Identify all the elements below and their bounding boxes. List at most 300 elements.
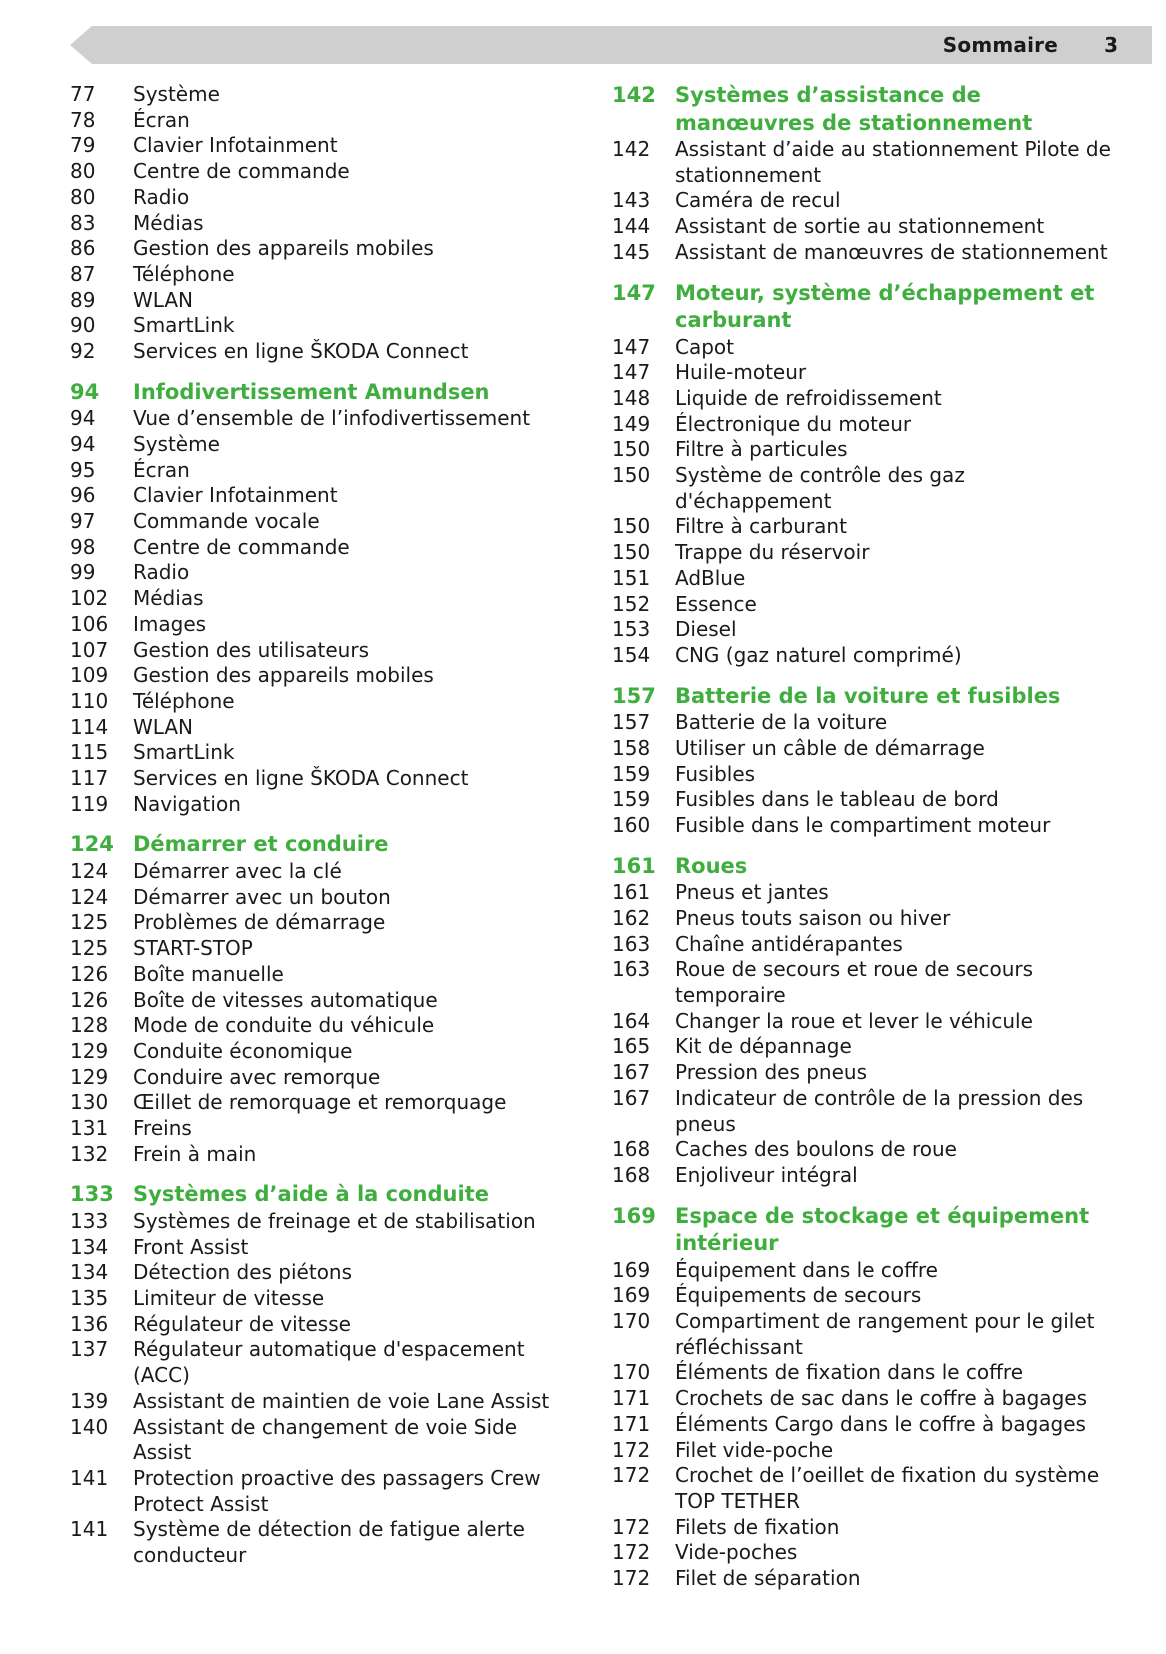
- toc-entry[interactable]: [70, 82, 570, 108]
- entry-page-number: 160: [612, 812, 651, 837]
- entry-title: Électronique du moteur: [675, 411, 912, 436]
- entry-page-number: 128: [70, 1013, 109, 1038]
- entry-page-number: 83: [70, 210, 96, 235]
- entry-title: Boîte manuelle: [133, 961, 284, 986]
- entry-page-number: 87: [70, 261, 96, 286]
- toc-entry[interactable]: [612, 592, 1122, 618]
- entry-page-number: 159: [612, 761, 651, 786]
- entry-page-number: 158: [612, 735, 651, 760]
- toc-entry[interactable]: [70, 509, 570, 535]
- entry-title: Changer la roue et lever le véhicule: [675, 1008, 1033, 1033]
- entry-page-number: 171: [612, 1386, 651, 1411]
- toc-entry[interactable]: [70, 236, 570, 262]
- toc-chapter-heading[interactable]: [612, 853, 1122, 881]
- entry-page-number: 109: [70, 663, 109, 688]
- entry-page-number: 170: [612, 1309, 651, 1334]
- entry-page-number: 126: [70, 987, 109, 1012]
- toc-entry[interactable]: [70, 288, 570, 314]
- entry-page-number: 147: [612, 360, 651, 385]
- entry-page-number: 106: [70, 611, 109, 636]
- entry-page-number: 130: [70, 1090, 109, 1115]
- entry-title: SmartLink: [133, 313, 235, 338]
- toc-entry[interactable]: [612, 240, 1122, 266]
- toc-entry[interactable]: [70, 432, 570, 458]
- entry-page-number: 153: [612, 617, 651, 642]
- toc-entry[interactable]: [70, 663, 570, 689]
- toc-entry[interactable]: [612, 762, 1122, 788]
- entry-page-number: 170: [612, 1360, 651, 1385]
- entry-title: Équipement dans le coffre: [675, 1257, 938, 1282]
- entry-page-number: 90: [70, 313, 96, 338]
- entry-title: Pression des pneus: [675, 1060, 868, 1085]
- entry-title: SmartLink: [133, 740, 235, 765]
- entry-title: CNG (gaz naturel comprimé): [675, 642, 962, 667]
- chapter-page-number: 133: [70, 1182, 114, 1207]
- chapter-title: Infodivertissement Amundsen: [133, 379, 490, 404]
- entry-title: Système de contrôle des gaz d'échappement: [675, 463, 965, 513]
- toc-entry[interactable]: [612, 710, 1122, 736]
- header-title: Sommaire: [942, 33, 1058, 57]
- toc-entry[interactable]: [70, 159, 570, 185]
- toc-entry[interactable]: [70, 483, 570, 509]
- entry-page-number: 145: [612, 239, 651, 264]
- toc-entry[interactable]: [612, 1540, 1122, 1566]
- entry-title: Éléments de fixation dans le coffre: [675, 1360, 1024, 1385]
- toc-entry[interactable]: [70, 1013, 570, 1039]
- toc-entry[interactable]: [612, 335, 1122, 361]
- entry-title: Filet vide-poche: [675, 1437, 834, 1462]
- entry-title: Démarrer avec la clé: [133, 858, 342, 883]
- entry-title: Freins: [133, 1116, 192, 1141]
- entry-title: Éléments Cargo dans le coffre à bagages: [675, 1411, 1086, 1436]
- toc-entry[interactable]: [612, 617, 1122, 643]
- toc-entry[interactable]: [612, 1060, 1122, 1086]
- entry-page-number: 167: [612, 1060, 651, 1085]
- toc-section: [70, 379, 570, 818]
- entry-title: Gestion des appareils mobiles: [133, 663, 434, 688]
- toc-entry[interactable]: [612, 360, 1122, 386]
- chapter-title: Roues: [675, 853, 748, 878]
- entry-title: Filtre à particules: [675, 437, 848, 462]
- entry-title: Vide-poches: [675, 1540, 798, 1565]
- header-page-number: 3: [1104, 33, 1118, 57]
- entry-title: Médias: [133, 586, 204, 611]
- entry-title: Médias: [133, 210, 204, 235]
- entry-page-number: 80: [70, 184, 96, 209]
- toc-entry[interactable]: [70, 936, 570, 962]
- toc-chapter-heading[interactable]: [70, 831, 570, 859]
- entry-page-number: 165: [612, 1034, 651, 1059]
- entry-title: START-STOP: [133, 936, 253, 961]
- entry-page-number: 152: [612, 591, 651, 616]
- entry-title: Centre de commande: [133, 159, 350, 184]
- entry-title: Services en ligne ŠKODA Connect: [133, 766, 469, 791]
- entry-title: Images: [133, 611, 207, 636]
- toc-entry[interactable]: [70, 535, 570, 561]
- entry-title: Filets de fixation: [675, 1514, 840, 1539]
- entry-title: Assistant de changement de voie Side Assist: [133, 1414, 517, 1465]
- toc-entry[interactable]: [70, 1090, 570, 1116]
- chapter-page-number: 124: [70, 832, 114, 857]
- toc-entry[interactable]: [612, 1137, 1122, 1163]
- entry-title: Pneus et jantes: [675, 880, 829, 905]
- entry-title: Régulateur de vitesse: [133, 1311, 351, 1336]
- entry-title: AdBlue: [675, 565, 746, 590]
- entry-title: WLAN: [133, 287, 194, 312]
- entry-title: Huile-moteur: [675, 360, 807, 385]
- entry-page-number: 150: [612, 540, 651, 565]
- entry-page-number: 164: [612, 1008, 651, 1033]
- toc-entry[interactable]: [70, 910, 570, 936]
- entry-title: Systèmes de freinage et de stabilisation: [133, 1208, 536, 1233]
- entry-page-number: 154: [612, 642, 651, 667]
- toc-entry[interactable]: [70, 885, 570, 911]
- entry-page-number: 134: [70, 1260, 109, 1285]
- toc-entry[interactable]: [70, 313, 570, 339]
- toc-entry[interactable]: [70, 859, 570, 885]
- toc-entry[interactable]: [70, 1415, 570, 1466]
- toc-entry[interactable]: [612, 736, 1122, 762]
- entry-title: Conduite économique: [133, 1038, 353, 1063]
- toc-section: [70, 82, 570, 365]
- toc-entry[interactable]: [612, 1566, 1122, 1592]
- entry-title: Filet de séparation: [675, 1566, 861, 1591]
- entry-page-number: 139: [70, 1388, 109, 1413]
- entry-title: Équipements de secours: [675, 1283, 922, 1308]
- toc-entry[interactable]: [612, 386, 1122, 412]
- entry-page-number: 144: [612, 214, 651, 239]
- entry-page-number: 129: [70, 1038, 109, 1063]
- toc-entry[interactable]: [612, 1309, 1122, 1360]
- toc-entry[interactable]: [612, 787, 1122, 813]
- entry-page-number: 102: [70, 586, 109, 611]
- toc-entry[interactable]: [612, 957, 1122, 1008]
- chapter-page-number: 157: [612, 683, 656, 708]
- toc-entry[interactable]: [70, 1235, 570, 1261]
- entry-title: Gestion des utilisateurs: [133, 637, 369, 662]
- entry-page-number: 126: [70, 961, 109, 986]
- entry-page-number: 124: [70, 858, 109, 883]
- entry-page-number: 97: [70, 509, 96, 534]
- toc-entry[interactable]: [70, 560, 570, 586]
- entry-page-number: 147: [612, 334, 651, 359]
- entry-title: Radio: [133, 560, 190, 585]
- entry-page-number: 141: [70, 1517, 109, 1542]
- entry-title: Compartiment de rangement pour le gilet réfléchissant: [675, 1309, 1095, 1359]
- entry-title: Liquide de refroidissement: [675, 385, 942, 410]
- toc-entry[interactable]: [612, 1009, 1122, 1035]
- entry-title: Centre de commande: [133, 534, 350, 559]
- toc-entry[interactable]: [70, 1116, 570, 1142]
- toc-entry[interactable]: [70, 766, 570, 792]
- entry-title: Détection des piétons: [133, 1260, 353, 1285]
- entry-page-number: 159: [612, 787, 651, 812]
- entry-page-number: 150: [612, 437, 651, 462]
- entry-page-number: 141: [70, 1465, 109, 1490]
- toc-left-column: [70, 82, 570, 1583]
- chapter-page-number: 147: [612, 280, 656, 305]
- toc-chapter-heading[interactable]: [70, 1181, 570, 1209]
- toc-entry[interactable]: [70, 406, 570, 432]
- entry-title: Écran: [133, 457, 190, 482]
- entry-page-number: 86: [70, 236, 96, 261]
- toc-entry[interactable]: [70, 715, 570, 741]
- entry-page-number: 172: [612, 1514, 651, 1539]
- toc-entry[interactable]: [612, 1412, 1122, 1438]
- entry-title: Assistant de maintien de voie Lane Assist: [133, 1388, 550, 1413]
- entry-page-number: 163: [612, 957, 651, 982]
- toc-entry[interactable]: [612, 1258, 1122, 1284]
- toc-entry[interactable]: [612, 643, 1122, 669]
- toc-entry[interactable]: [612, 1386, 1122, 1412]
- entry-title: Commande vocale: [133, 509, 320, 534]
- toc-chapter-heading[interactable]: [612, 280, 1122, 335]
- toc-entry[interactable]: [612, 463, 1122, 514]
- toc-entry[interactable]: [612, 813, 1122, 839]
- toc-entry[interactable]: [612, 437, 1122, 463]
- toc-entry[interactable]: [70, 740, 570, 766]
- toc-chapter-heading[interactable]: [70, 379, 570, 407]
- entry-page-number: 143: [612, 188, 651, 213]
- entry-title: Vue d’ensemble de l’infodivertissement: [133, 406, 531, 431]
- entry-page-number: 162: [612, 905, 651, 930]
- entry-title: Conduire avec remorque: [133, 1064, 381, 1089]
- entry-page-number: 150: [612, 514, 651, 539]
- entry-title: Régulateur automatique d'espacement (ACC): [133, 1337, 525, 1388]
- chapter-page-number: 142: [612, 83, 656, 107]
- toc-entry[interactable]: [612, 566, 1122, 592]
- entry-title: Assistant de manœuvres de stationnement: [675, 239, 1108, 264]
- entry-title: Utiliser un câble de démarrage: [675, 735, 985, 760]
- chapter-title: Systèmes d’assistance de manœuvres de stationnement: [675, 83, 1033, 135]
- entry-title: Système de détection de fatigue alerte conducteur: [133, 1517, 525, 1568]
- entry-page-number: 148: [612, 385, 651, 410]
- toc-entry[interactable]: [70, 1142, 570, 1168]
- entry-title: Batterie de la voiture: [675, 710, 888, 735]
- entry-page-number: 117: [70, 766, 109, 791]
- toc-entry[interactable]: [70, 638, 570, 664]
- entry-page-number: 98: [70, 534, 96, 559]
- toc-entry[interactable]: [70, 612, 570, 638]
- entry-page-number: 142: [612, 137, 651, 161]
- entry-page-number: 99: [70, 560, 96, 585]
- chapter-page-number: 161: [612, 853, 656, 878]
- toc-entry[interactable]: [70, 689, 570, 715]
- toc-entry[interactable]: [612, 1463, 1122, 1514]
- entry-page-number: 115: [70, 740, 109, 765]
- chapter-page-number: 94: [70, 379, 100, 404]
- entry-title: Démarrer avec un bouton: [133, 884, 391, 909]
- toc-entry[interactable]: [70, 1337, 570, 1388]
- entry-title: Téléphone: [133, 261, 235, 286]
- entry-title: Roue de secours et roue de secours temporaire: [675, 957, 1034, 1007]
- entry-title: Diesel: [675, 617, 737, 642]
- entry-title: Frein à main: [133, 1141, 257, 1166]
- toc-entry[interactable]: [70, 458, 570, 484]
- chapter-title: Systèmes d’aide à la conduite: [133, 1182, 489, 1207]
- entry-page-number: 132: [70, 1141, 109, 1166]
- entry-page-number: 119: [70, 791, 109, 816]
- toc-entry[interactable]: [70, 1286, 570, 1312]
- entry-title: Indicateur de contrôle de la pression des pneus: [675, 1085, 1084, 1136]
- entry-page-number: 129: [70, 1064, 109, 1089]
- chapter-page-number: 169: [612, 1203, 656, 1228]
- entry-title: Clavier Infotainment: [133, 483, 338, 508]
- toc-chapter-heading[interactable]: [612, 82, 1122, 137]
- entry-page-number: 172: [612, 1463, 651, 1488]
- entry-title: Filtre à carburant: [675, 514, 847, 539]
- toc-entry[interactable]: [612, 1515, 1122, 1541]
- toc-section: [612, 82, 1122, 266]
- entry-page-number: 172: [612, 1437, 651, 1462]
- toc-entry[interactable]: [70, 586, 570, 612]
- toc-right-column: [612, 82, 1122, 1606]
- entry-page-number: 125: [70, 910, 109, 935]
- toc-entry[interactable]: [70, 1517, 570, 1568]
- entry-title: Système: [133, 431, 220, 456]
- toc-entry[interactable]: [70, 1209, 570, 1235]
- entry-page-number: 95: [70, 457, 96, 482]
- entry-page-number: 137: [70, 1337, 109, 1362]
- toc-entry[interactable]: [612, 514, 1122, 540]
- toc-entry[interactable]: [70, 1466, 570, 1517]
- entry-page-number: 124: [70, 884, 109, 909]
- entry-title: Limiteur de vitesse: [133, 1286, 325, 1311]
- entry-page-number: 94: [70, 406, 96, 431]
- toc-entry[interactable]: [612, 412, 1122, 438]
- entry-title: Capot: [675, 334, 734, 359]
- toc-entry[interactable]: [70, 988, 570, 1014]
- entry-page-number: 134: [70, 1234, 109, 1259]
- toc-section: [612, 683, 1122, 839]
- entry-title: Problèmes de démarrage: [133, 910, 386, 935]
- toc-entry[interactable]: [612, 1438, 1122, 1464]
- entry-title: Caches des boulons de roue: [675, 1137, 957, 1162]
- toc-entry[interactable]: [70, 108, 570, 134]
- toc-entry[interactable]: [70, 1260, 570, 1286]
- entry-page-number: 151: [612, 565, 651, 590]
- entry-page-number: 114: [70, 714, 109, 739]
- toc-entry[interactable]: [612, 880, 1122, 906]
- entry-title: Radio: [133, 184, 190, 209]
- entry-title: Fusibles dans le tableau de bord: [675, 787, 999, 812]
- toc-entry[interactable]: [70, 792, 570, 818]
- entry-title: Fusibles: [675, 761, 756, 786]
- chapter-title: Démarrer et conduire: [133, 832, 389, 857]
- entry-page-number: 149: [612, 411, 651, 436]
- toc-entry[interactable]: [612, 1283, 1122, 1309]
- toc-entry[interactable]: [612, 214, 1122, 240]
- entry-title: Navigation: [133, 791, 241, 816]
- toc-entry[interactable]: [70, 962, 570, 988]
- entry-title: Clavier Infotainment: [133, 133, 338, 158]
- entry-page-number: 172: [612, 1540, 651, 1565]
- toc-entry[interactable]: [612, 932, 1122, 958]
- entry-page-number: 94: [70, 431, 96, 456]
- toc-chapter-heading[interactable]: [612, 683, 1122, 711]
- entry-title: Caméra de recul: [675, 188, 841, 213]
- entry-page-number: 78: [70, 107, 96, 132]
- entry-title: Boîte de vitesses automatique: [133, 987, 438, 1012]
- chapter-title: Batterie de la voiture et fusibles: [675, 683, 1061, 708]
- entry-page-number: 135: [70, 1286, 109, 1311]
- entry-page-number: 131: [70, 1116, 109, 1141]
- entry-page-number: 171: [612, 1411, 651, 1436]
- toc-entry[interactable]: [70, 1312, 570, 1338]
- toc-entry[interactable]: [612, 906, 1122, 932]
- entry-title: Trappe du réservoir: [675, 540, 870, 565]
- entry-title: Œillet de remorquage et remorquage: [133, 1090, 507, 1115]
- entry-page-number: 107: [70, 637, 109, 662]
- entry-page-number: 169: [612, 1257, 651, 1282]
- toc-chapter-heading[interactable]: [612, 1203, 1122, 1258]
- toc-entry[interactable]: [612, 1163, 1122, 1189]
- entry-page-number: 167: [612, 1085, 651, 1110]
- entry-page-number: 172: [612, 1566, 651, 1591]
- toc-entry[interactable]: [70, 211, 570, 237]
- entry-page-number: 89: [70, 287, 96, 312]
- toc-entry[interactable]: [612, 1034, 1122, 1060]
- entry-title: Front Assist: [133, 1234, 249, 1259]
- entry-page-number: 96: [70, 483, 96, 508]
- entry-page-number: 92: [70, 339, 96, 364]
- entry-title: Fusible dans le compartiment moteur: [675, 812, 1051, 837]
- toc-section: [70, 1181, 570, 1568]
- chapter-title: Espace de stockage et équipement intérieur: [675, 1203, 1090, 1256]
- entry-title: Enjoliveur intégral: [675, 1162, 858, 1187]
- entry-title: Protection proactive des passagers Crew Protect Assist: [133, 1465, 541, 1516]
- entry-title: Mode de conduite du véhicule: [133, 1013, 435, 1038]
- toc-entry[interactable]: [70, 1065, 570, 1091]
- toc-entry[interactable]: [70, 1389, 570, 1415]
- toc-entry[interactable]: [70, 185, 570, 211]
- entry-page-number: 163: [612, 931, 651, 956]
- entry-title: Écran: [133, 107, 190, 132]
- entry-title: Système: [133, 82, 220, 106]
- entry-title: WLAN: [133, 714, 194, 739]
- entry-page-number: 140: [70, 1414, 109, 1439]
- entry-page-number: 79: [70, 133, 96, 158]
- entry-title: Pneus touts saison ou hiver: [675, 905, 951, 930]
- entry-page-number: 133: [70, 1208, 109, 1233]
- toc-entry[interactable]: [612, 1360, 1122, 1386]
- toc-section: [612, 280, 1122, 669]
- entry-title: Kit de dépannage: [675, 1034, 852, 1059]
- entry-page-number: 157: [612, 710, 651, 735]
- toc-section: [70, 831, 570, 1167]
- entry-page-number: 169: [612, 1283, 651, 1308]
- toc-entry[interactable]: [612, 1086, 1122, 1137]
- chapter-title: Moteur, système d’échappement et carburant: [675, 280, 1095, 333]
- toc-section: [612, 1203, 1122, 1592]
- entry-title: Chaîne antidérapantes: [675, 931, 903, 956]
- entry-page-number: 136: [70, 1311, 109, 1336]
- toc-entry[interactable]: [612, 188, 1122, 214]
- toc-entry[interactable]: [70, 262, 570, 288]
- toc-entry[interactable]: [612, 137, 1122, 188]
- entry-page-number: 168: [612, 1162, 651, 1187]
- toc-entry[interactable]: [612, 540, 1122, 566]
- entry-page-number: 110: [70, 688, 109, 713]
- toc-entry[interactable]: [70, 133, 570, 159]
- entry-page-number: 80: [70, 159, 96, 184]
- entry-title: Crochets de sac dans le coffre à bagages: [675, 1386, 1087, 1411]
- entry-page-number: 77: [70, 82, 96, 106]
- entry-title: Crochet de l’oeillet de fixation du système TOP TETHER: [675, 1463, 1100, 1513]
- toc-entry[interactable]: [70, 1039, 570, 1065]
- entry-title: Essence: [675, 591, 757, 616]
- toc-entry[interactable]: [70, 339, 570, 365]
